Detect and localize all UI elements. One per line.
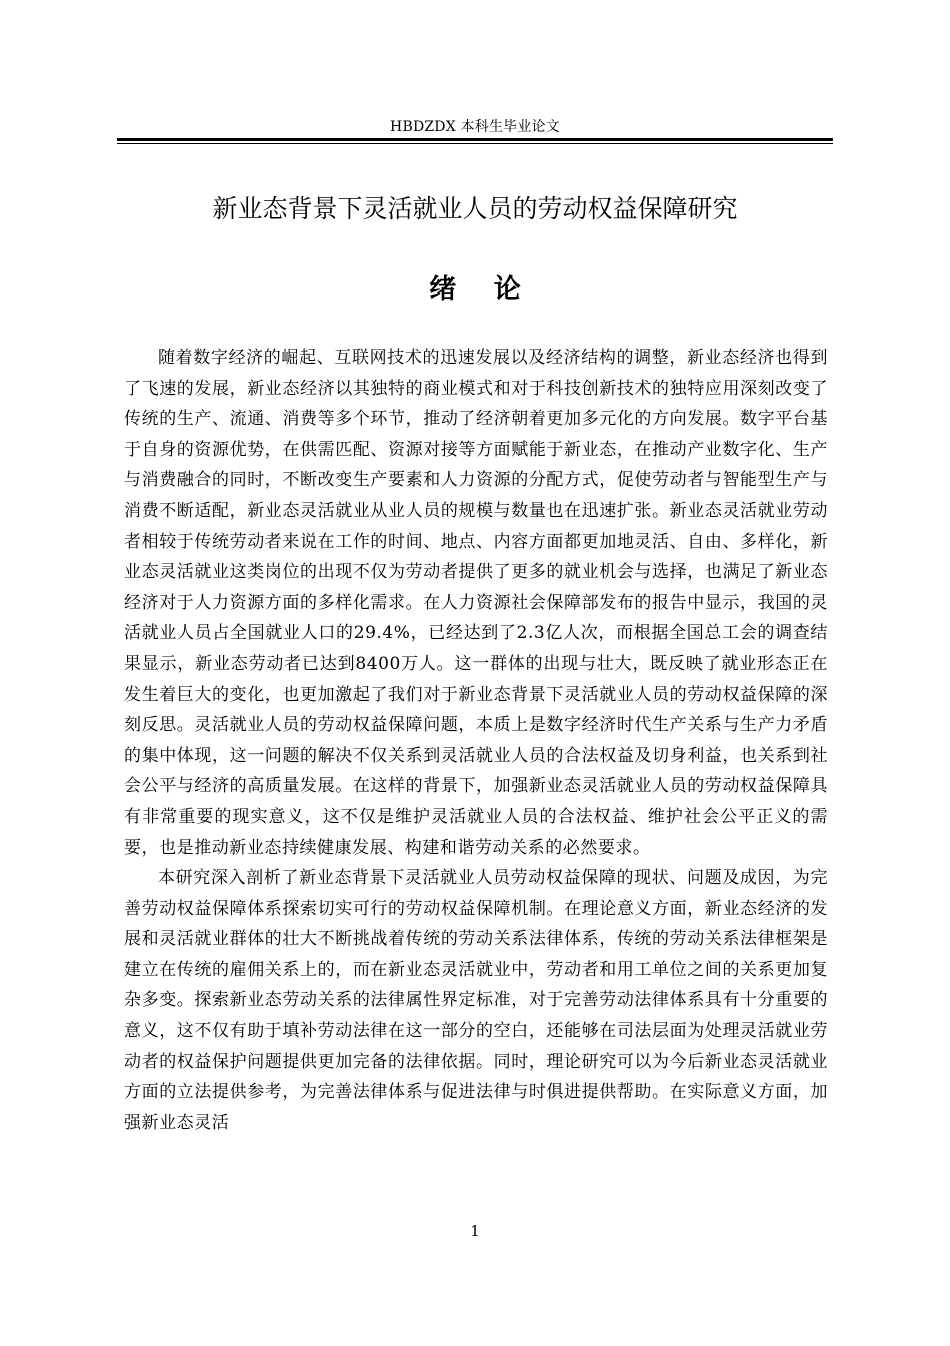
header-rule-thick: [117, 138, 833, 141]
section-heading: 绪 论: [429, 274, 535, 305]
paragraph-2: 本研究深入剖析了新业态背景下灵活就业人员劳动权益保障的现状、问题及成因，为完善劳动权益保障体系探索切实可行的劳动权益保障机制。在理论意义方面，新业态经济的发展和灵活就业群体的壮大不断挑战着传统的劳动关系法律体系，传统的劳动关系法律框架是建立在传统的雇佣关系上的，而在新业态灵活就业中，劳动者和用工单位之间的关系更加复杂多变。探索新业态劳动关系的法律属性界定标准，对于完善劳动法律体系具有十分重要的意义，这不仅有助于填补劳动法律在这一部分的空白，还能够在司法层面为处理灵活就业劳动者的权益保护问题提供更加完备的法律依据。同时，理论研究可以为今后新业态灵活就业方面的立法提供参考，为完善法律体系与促进法律与时俱进提供帮助。在实际意义方面，加强新业态灵活: [124, 868, 828, 1133]
running-header: HBDZDX 本科生毕业论文: [390, 119, 560, 135]
paragraph-1: 随着数字经济的崛起、互联网技术的迅速发展以及经济结构的调整，新业态经济也得到了飞速的发展，新业态经济以其独特的商业模式和对于科技创新技术的独特应用深刻改变了传统的生产、流通、消费等多个环节，推动了经济朝着更加多元化的方向发展。数字平台基于自身的资源优势，在供需匹配、资源对接等方面赋能于新业态，在推动产业数字化、生产与消费融合的同时，不断改变生产要素和人力资源的分配方式，促使劳动者与智能型生产与消费不断适配，新业态灵活就业从业人员的规模与数量也在迅速扩张。新业态灵活就业劳动者相较于传统劳动者来说在工作的时间、地点、内容方面都更加地灵活、自由、多样化，新业态灵活就业这类岗位的出现不仅为劳动者提供了更多的就业机会与选择，也满足了新业态经济对于人力资源方面的多样化需求。在人力资源社会保障部发布的报告中显示，我国的灵活就业人员占全国就业人口的29.4%，已经达到了2.3亿人次，而根据全国总工会的调查结果显示，新业态劳动者已达到8400万人。这一群体的出现与壮大，既反映了就业形态正在发生着巨大的变化，也更加激起了我们对于新业态背景下灵活就业人员的劳动权益保障的深刻反思。灵活就业人员的劳动权益保障问题，本质上是数字经济时代生产关系与生产力矛盾的集中体现，这一问题的解决不仅关系到灵活就业人员的合法权益及切身利益，也关系到社会公平与经济的高质量发展。在这样的背景下，加强新业态灵活就业人员的劳动权益保障具有非常重要的现实意义，这不仅是维护灵活就业人员的合法权益、维护社会公平正义的需要，也是推动新业态持续健康发展、构建和谐劳动关系的必然要求。: [124, 348, 828, 858]
body-text: [124, 343, 828, 1138]
page-number: 1: [470, 1222, 480, 1240]
document-title: 新业态背景下灵活就业人员的劳动权益保障研究: [212, 194, 738, 223]
header-rule-thin: [117, 143, 833, 144]
